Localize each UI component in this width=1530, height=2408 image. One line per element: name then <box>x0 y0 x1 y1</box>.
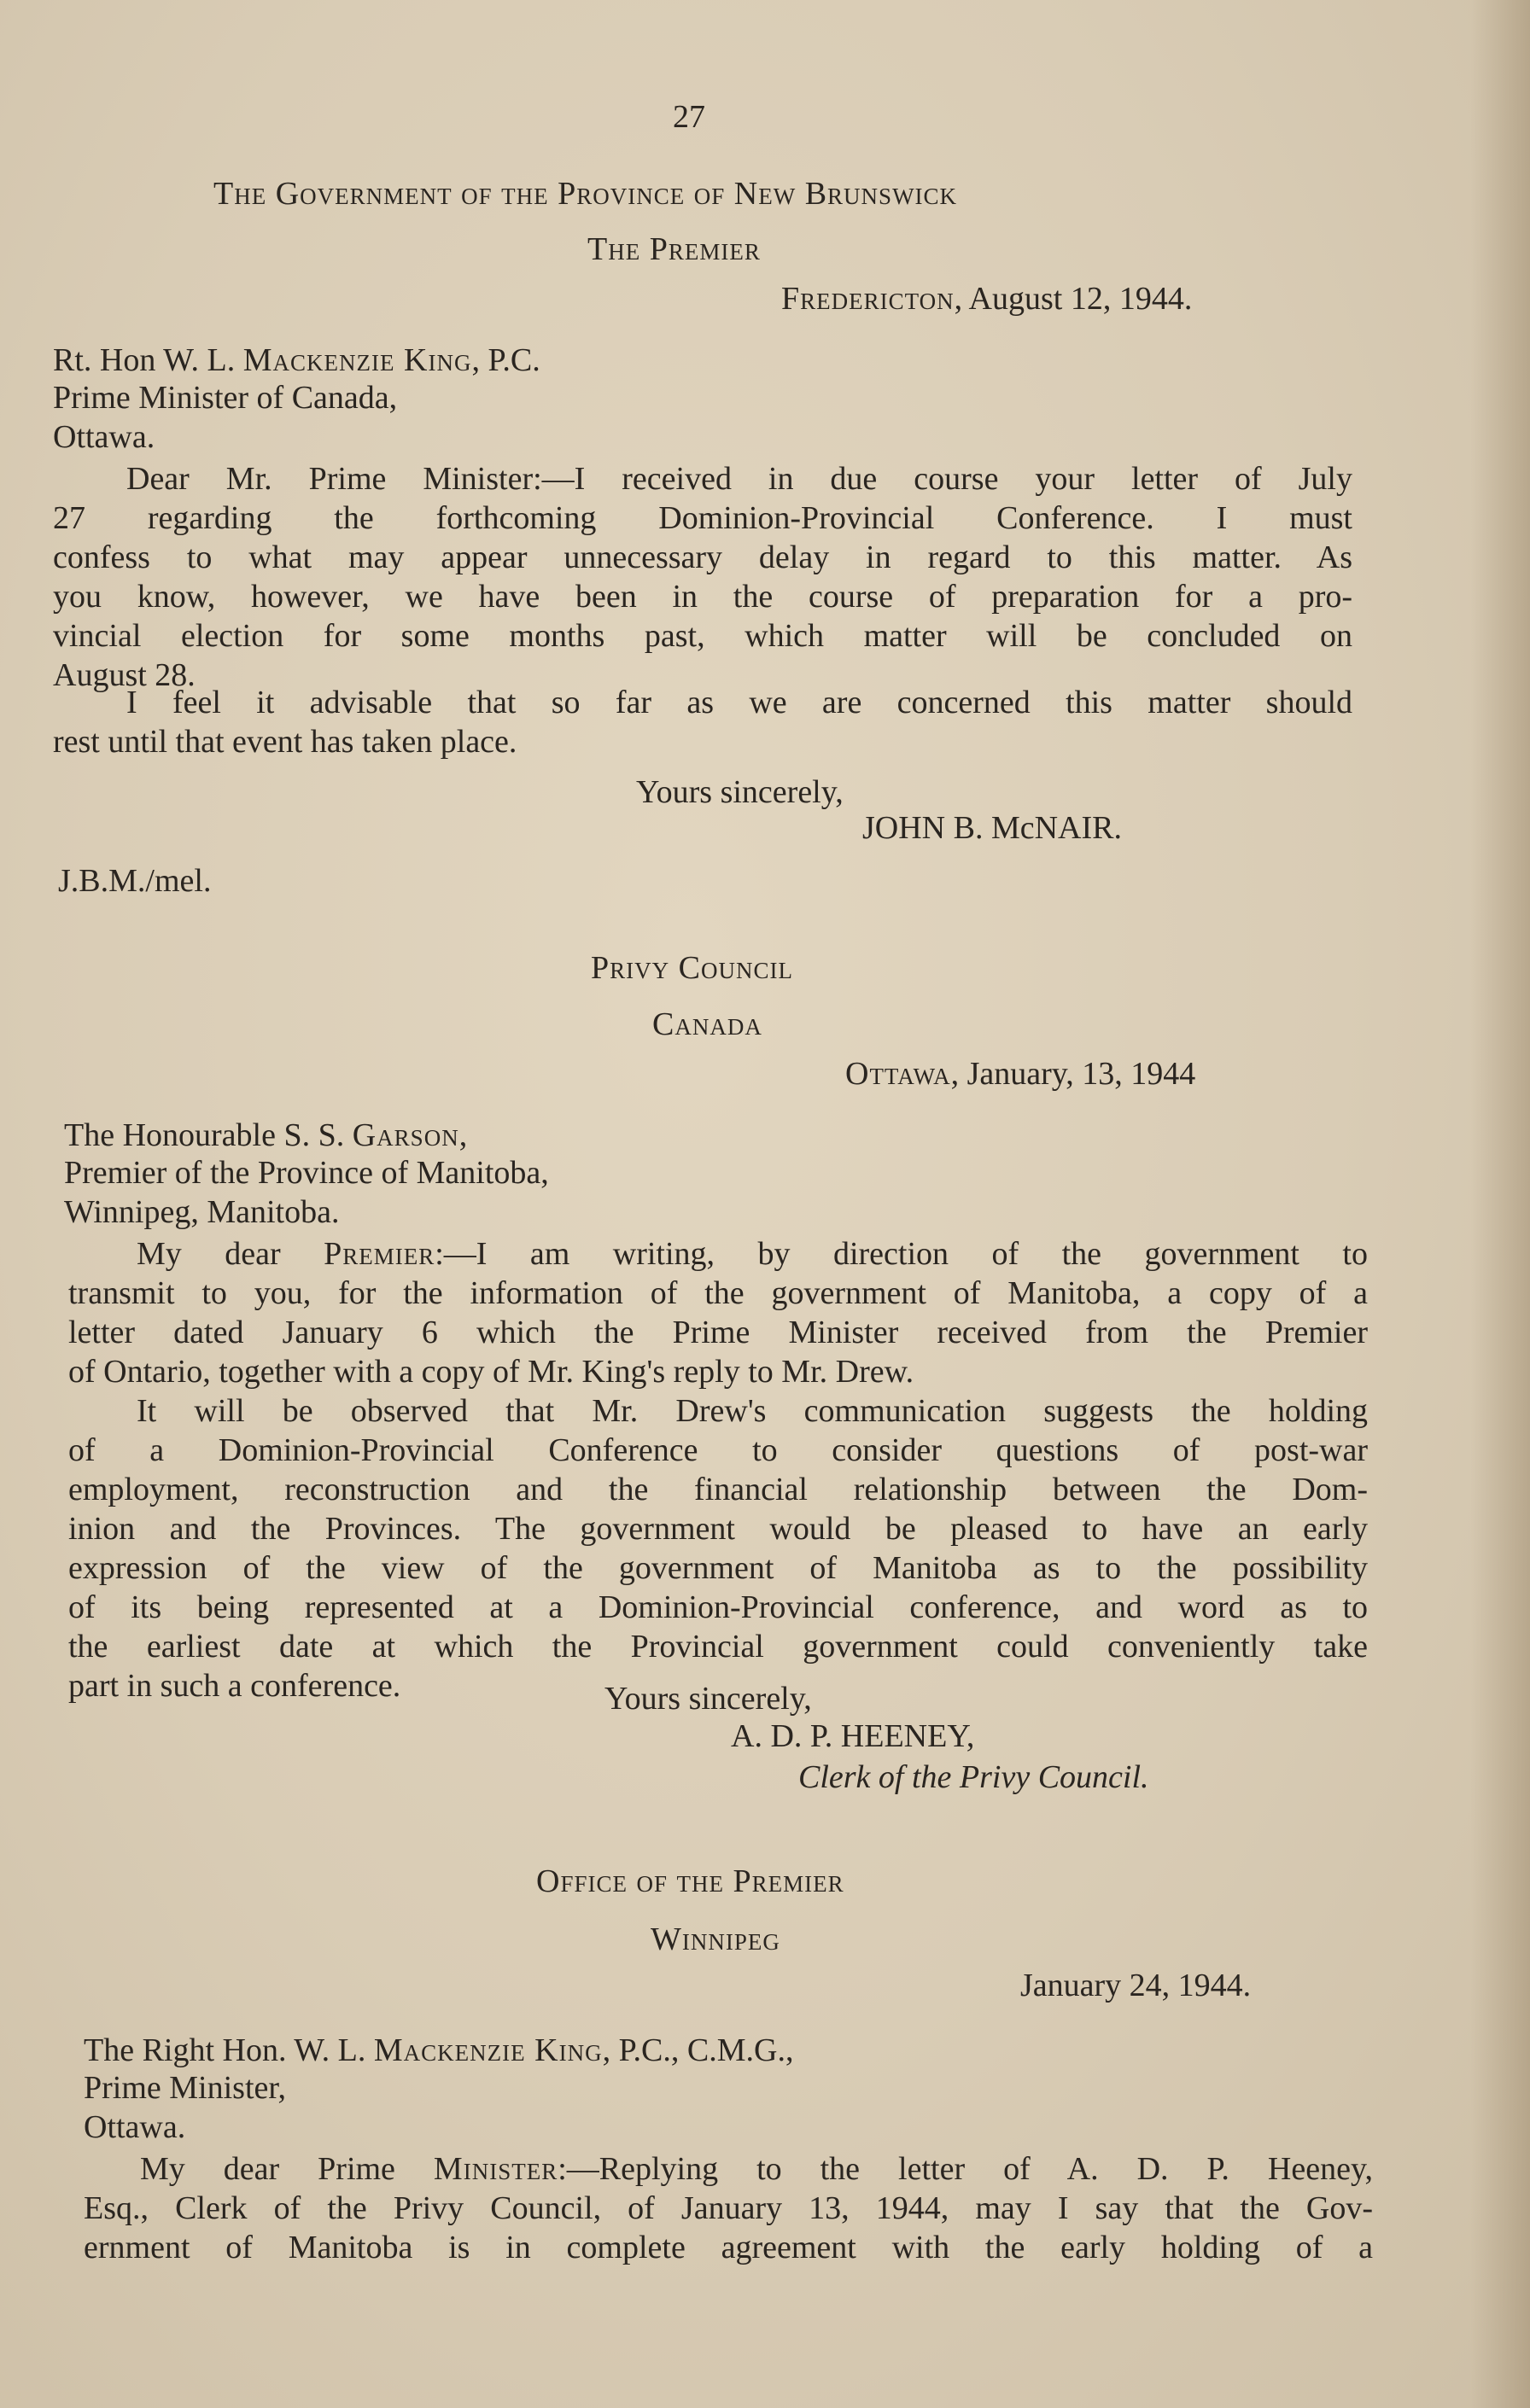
letter1-address-line1: Rt. Hon W. L. Mackenzie King, P.C. <box>53 342 540 378</box>
letter3-address-line2: Prime Minister, <box>84 2070 287 2106</box>
letter2-heading: Privy Council <box>591 950 793 986</box>
letter2-salutation-line: My dear Premier:—I am writing, by direction of the government to <box>137 1236 1368 1272</box>
letter1-heading: The Government of the Province of New Brunswick <box>213 176 958 212</box>
letter2-address-line3: Winnipeg, Manitoba. <box>64 1194 340 1230</box>
letter2-body: My dear Premier:—I am writing, by direction of the government to transmit to you, for the information of the government of Manitoba, a copy of a letter dated January 6 which the Prime Minister received from the Premier of Ontario, together with a copy of Mr. King's reply to Mr. Drew. <box>68 1236 1368 1390</box>
letter1-signature: JOHN B. McNAIR. <box>862 810 1122 846</box>
letter2-dateline: Ottawa, January, 13, 1944 <box>845 1056 1196 1092</box>
letter2-address-line1: The Honourable S. S. Garson, <box>64 1117 468 1153</box>
letter3-salutation-line: My dear Prime Minister:—Replying to the letter of A. D. P. Heeney, <box>140 2151 1373 2187</box>
letter3-subheading: Winnipeg <box>651 1921 780 1957</box>
letter2-body-2: It will be observed that Mr. Drew's communication suggests the holding of a Dominion-Provincial Conference to consider questions of post-war employment, reconstruction and the financial relationship between the Dom- inion and the Provinces. The government would be pleased to have an early expression of the view of the government of Manitoba as to the possibility of its being represented at a Dominion-Provincial conference, and word as to the earliest date at which the Provincial government could conveniently take part in such a conference. <box>68 1393 1368 1704</box>
letter1-address-line2: Prime Minister of Canada, <box>53 380 398 416</box>
letter1-subheading: The Premier <box>587 231 761 267</box>
letter2-closing: Yours sincerely, <box>604 1681 812 1717</box>
letter1-address-line3: Ottawa. <box>53 419 155 455</box>
letter1-closing: Yours sincerely, <box>636 774 844 810</box>
letter1-initials: J.B.M./mel. <box>58 863 212 899</box>
letter2-signatory-title: Clerk of the Privy Council. <box>798 1759 1149 1795</box>
letter1-dateline: Fredericton, August 12, 1944. <box>781 281 1193 317</box>
page-edge-shadow <box>1470 0 1530 2408</box>
letter3-date: January 24, 1944. <box>1020 1968 1252 2003</box>
letter3-heading: Office of the Premier <box>536 1863 844 1899</box>
letter3-body: My dear Prime Minister:—Replying to the letter of A. D. P. Heeney, Esq., Clerk of the Privy Council, of January 13, 1944, may I say that the Gov- ernment of Manitoba is in complete agreement with the early holding of a <box>84 2151 1373 2265</box>
letter2-address-line2: Premier of the Province of Manitoba, <box>64 1155 549 1191</box>
letter1-body-2: I feel it advisable that so far as we are concerned this matter should rest until that event has taken place. <box>53 685 1352 760</box>
letter2-signature: A. D. P. HEENEY, <box>731 1718 975 1754</box>
letter1-body: Dear Mr. Prime Minister:—I received in due course your letter of July 27 regarding the forthcoming Dominion-Provincial Conference. I must confess to what may appear unnecessary delay in regard to this matter. As you know, however, we have been in the course of preparation for a pro- vincial election for some months past, which matter will be concluded on August 28. <box>53 461 1352 693</box>
letter2-subheading: Canada <box>652 1006 762 1042</box>
page-number: 27 <box>673 99 705 135</box>
letter3-address-line1: The Right Hon. W. L. Mackenzie King, P.C., C.M.G., <box>84 2032 794 2068</box>
letter3-address-line3: Ottawa. <box>84 2109 186 2145</box>
